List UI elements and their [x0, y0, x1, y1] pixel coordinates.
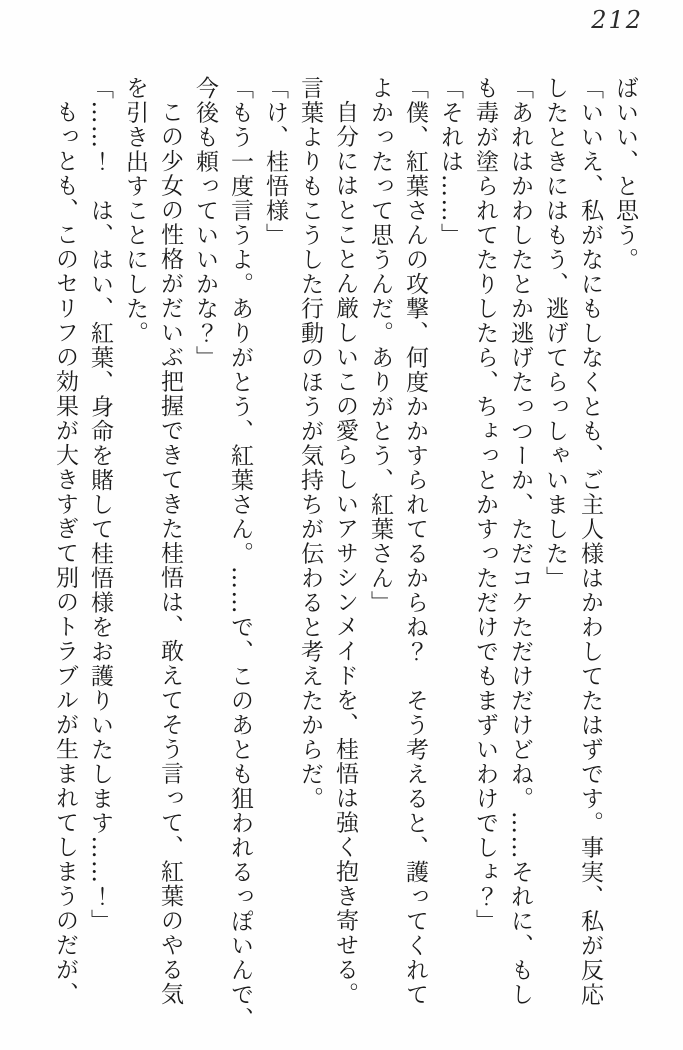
body-text: [47, 76, 642, 1032]
page-number: 212: [591, 6, 643, 34]
text-line: もっとも、このセリフの効果が大きすぎて別のトラブルが生まれてしまうのだが、: [52, 100, 78, 1007]
text-line: 「僕、紅葉さんの攻撃、何度かかすられてるからね？ そう考えると、護ってくれて: [402, 76, 428, 1007]
text-line: 今後も頼っていいかな？」: [192, 76, 218, 370]
text-line: よかったって思うんだ。ありがとう、紅葉さん」: [367, 76, 393, 615]
text-line: も毒が塗られてたりしたら、ちょっとかすっただけでもまずいわけでしょ？」: [472, 76, 498, 934]
text-line: 「け、桂悟様」: [262, 76, 288, 248]
text-line: ばいい、と思う。: [612, 76, 638, 272]
text-line: 言葉よりもこうした行動のほうが気持ちが伝わると考えたからだ。: [297, 76, 323, 811]
text-line: 「……！ は、はい、紅葉、身命を賭して桂悟様をお護りいたします……！」: [87, 76, 113, 934]
text-line: 「いいえ、私がなにもしなくとも、ご主人様はかわしてたはずです。事実、私が反応: [577, 76, 603, 1007]
text-line: を引き出すことにした。: [122, 76, 148, 346]
text-line: 「もう一度言うよ。ありがとう、紅葉さん。……で、このあとも狙われるっぽいんで、: [227, 76, 253, 1032]
text-line: 「あれはかわしたとか逃げたっつーか、ただコケただけだけどね。……それに、もし: [507, 76, 533, 1007]
text-line: この少女の性格がだいぶ把握できてきた桂悟は、敢えてそう言って、紅葉のやる気: [157, 100, 183, 1007]
text-line: したときにはもう、逃げてらっしゃいました」: [542, 76, 568, 591]
text-line: 自分にはとことん厳しいこの愛らしいアサシンメイドを、桂悟は強く抱き寄せる。: [332, 100, 358, 1007]
text-line: 「それは……」: [437, 76, 463, 248]
